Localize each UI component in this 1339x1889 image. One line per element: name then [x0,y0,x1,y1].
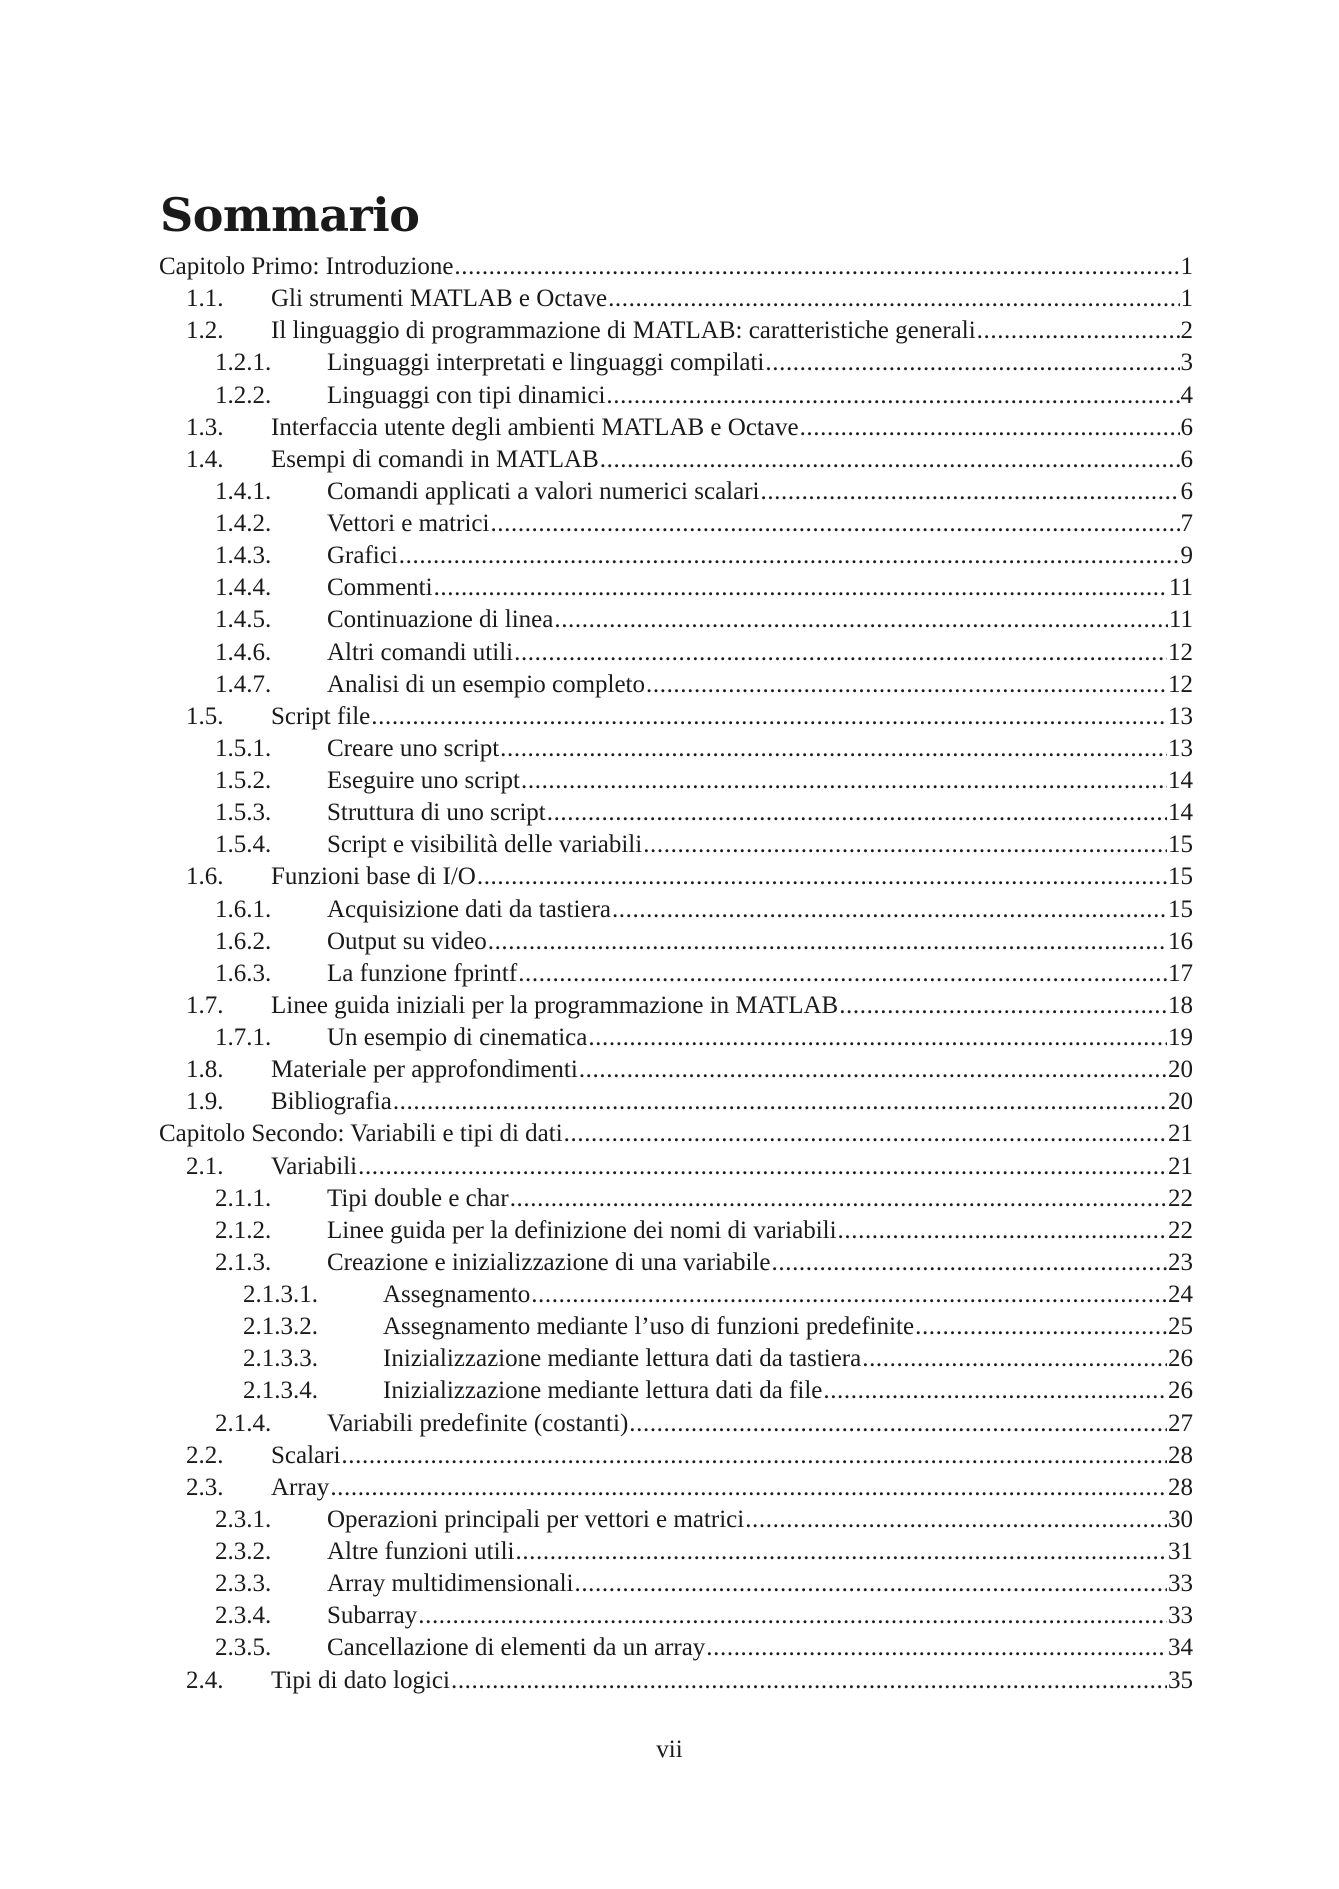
toc-entry-number: 2.1.3.3. [243,1345,318,1373]
toc-entry-number: 2.1.4. [215,1409,272,1437]
toc-entry-title: Commenti [327,574,433,602]
toc-dot-leader [454,251,1179,283]
toc-dot-leader [977,315,1180,347]
toc-entry[interactable] [159,1183,1193,1215]
toc-dot-leader [646,669,1167,701]
toc-dot-leader [606,380,1179,412]
toc-entry-number: 1.6.1. [215,895,272,923]
toc-entry-title: Acquisizione dati da tastiera [327,895,611,923]
toc-entry-title: Tipi double e char [327,1184,509,1212]
toc-entry[interactable] [159,1086,1193,1118]
toc-dot-leader [915,1311,1167,1343]
toc-entry-number: 2.1.2. [215,1216,272,1244]
toc-dot-leader [800,412,1180,444]
toc-dot-leader [772,1247,1167,1279]
toc-entry-number: 2.1.3.2. [243,1313,318,1341]
toc-entry-number: 2.3. [186,1473,224,1501]
toc-entry-title: Output su video [327,927,487,955]
toc-entry-number: 1.9. [186,1088,224,1116]
toc-entry-number: 1.3. [186,413,224,441]
toc-entry-page: 13 [1168,734,1193,762]
toc-entry-number: 1.4.3. [215,542,272,570]
toc-entry[interactable] [159,669,1193,701]
toc-dot-leader [488,926,1167,958]
toc-entry-page: 7 [1180,510,1193,537]
toc-entry-page: 26 [1168,1345,1193,1373]
toc-entry[interactable] [159,1504,1193,1536]
toc-entry[interactable] [159,1632,1193,1664]
toc-entry-number: 1.5.3. [215,799,272,827]
toc-entry-page: 13 [1168,702,1193,730]
toc-entry-page: 2 [1180,317,1193,345]
toc-entry-title: Eseguire uno script [327,767,521,794]
toc-entry-page: 33 [1168,1570,1193,1598]
toc-entry-number: 1.7.1. [215,1024,272,1051]
toc-chapter-entry[interactable] [159,1118,1193,1150]
toc-entry[interactable] [159,347,1193,379]
toc-dot-leader [862,1343,1167,1375]
toc-entry[interactable] [159,1568,1193,1600]
toc-dot-leader [371,701,1167,733]
toc-entry-number: 2.2. [186,1441,224,1469]
toc-entry-number: 2.1.3.1. [243,1281,318,1308]
toc-dot-leader [418,1600,1167,1632]
toc-entry-title: Un esempio di cinematica [327,1024,588,1051]
toc-dot-leader [629,1408,1167,1440]
toc-entry[interactable] [159,412,1193,444]
toc-entry-title: Assegnamento [383,1281,531,1308]
toc-entry-page: 3 [1180,349,1193,377]
toc-dot-leader [612,894,1167,926]
toc-entry-title: Cancellazione di elementi da un array [327,1634,706,1662]
toc-entry-title: Altre funzioni utili [327,1538,515,1565]
toc-entry[interactable] [159,1665,1193,1697]
toc-entry-title: Esempi di comandi in MATLAB [271,445,599,473]
toc-entry-title: Continuazione di linea [327,606,554,634]
toc-entry-title: Subarray [327,1602,418,1630]
toc-entry-number: 1.7. [186,991,224,1019]
toc-entry-title: Vettori e matrici [327,510,490,537]
toc-entry-title: La funzione fprintf [327,959,518,987]
toc-dot-leader [477,861,1167,893]
toc-entry-page: 4 [1180,381,1193,409]
toc-entry-page: 20 [1168,1088,1193,1116]
toc-entry-page: 1 [1180,285,1193,313]
toc-dot-leader [510,1183,1167,1215]
toc-dot-leader [451,1665,1167,1697]
toc-entry-title: Inizializzazione mediante lettura dati da file [383,1377,823,1405]
toc-entry-page: 19 [1168,1024,1193,1051]
toc-entry-number: 1.5.1. [215,734,272,762]
toc-entry[interactable] [159,1536,1193,1568]
toc-dot-leader [547,797,1167,829]
toc-entry[interactable] [159,701,1193,733]
toc-entry-page: 24 [1168,1281,1193,1308]
toc-dot-leader [839,990,1167,1022]
toc-entry[interactable] [159,829,1193,861]
toc-entry-number: 1.6.3. [215,959,272,987]
toc-entry[interactable] [159,1440,1193,1472]
toc-entry-number: 1.4. [186,445,224,473]
toc-entry[interactable] [159,958,1193,990]
toc-entry-number: 2.3.4. [215,1602,272,1630]
toc-entry-page: 28 [1168,1441,1193,1469]
toc-entry-number: 1.5. [186,702,224,730]
toc-entry-page: 15 [1168,863,1193,891]
toc-dot-leader [554,604,1168,636]
toc-dot-leader [765,347,1179,379]
toc-entry-title: Grafici [327,542,398,570]
toc-dot-leader [564,1118,1167,1150]
toc-entry-number: 2.4. [186,1666,224,1694]
toc-entry-number: 1.2.1. [215,349,272,377]
toc-entry-page: 27 [1168,1409,1193,1437]
toc-entry-number: 2.1.3. [215,1248,272,1276]
toc-entry[interactable] [159,926,1193,958]
toc-entry-number: 1.2. [186,317,224,345]
toc-entry-number: 1.5.2. [215,767,272,794]
toc-dot-leader [600,444,1180,476]
toc-entry-title: Il linguaggio di programmazione di MATLAB: caratteristiche generali [271,317,976,345]
toc-entry[interactable] [159,894,1193,926]
toc-entry-title: Inizializzazione mediante lettura dati da tastiera [383,1345,862,1373]
toc-entry-number: 2.1. [186,1152,224,1180]
toc-entry[interactable] [159,572,1193,604]
toc-entry-number: 2.3.2. [215,1538,272,1565]
toc-entry-page: 11 [1168,606,1193,634]
toc-dot-leader [838,1215,1167,1247]
toc-dot-leader [521,765,1167,797]
toc-dot-leader [393,1086,1167,1118]
toc-entry-title: Interfaccia utente degli ambienti MATLAB e Octave [271,413,799,441]
toc-entry[interactable] [159,1375,1193,1407]
toc-dot-leader [588,1022,1167,1054]
toc-entry-title: Variabili [271,1152,358,1180]
toc-dot-leader [500,733,1167,765]
toc-dot-leader [518,958,1167,990]
toc-entry-title: Array [271,1473,330,1501]
toc-dot-leader [330,1472,1167,1504]
toc-entry-number: 1.6.2. [215,927,272,955]
toc-entry-page: 25 [1168,1313,1193,1341]
toc-entry-title: Variabili predefinite (costanti) [327,1409,629,1437]
toc-entry-page: 21 [1168,1152,1193,1180]
toc-entry-title: Linguaggi con tipi dinamici [327,381,606,409]
toc-entry[interactable] [159,637,1193,669]
toc-dot-leader [490,508,1179,540]
toc-entry[interactable] [159,1472,1193,1504]
toc-entry-page: 21 [1168,1120,1193,1148]
toc-entry-page: 14 [1168,767,1193,794]
toc-entry[interactable] [159,1311,1193,1343]
toc-entry-title: Creazione e inizializzazione di una variabile [327,1248,771,1276]
toc-entry-page: 23 [1168,1248,1193,1276]
toc-entry-page: 6 [1180,477,1193,505]
toc-entry-number: 1.4.1. [215,477,272,505]
toc-entry-page: 12 [1168,638,1193,666]
toc-entry-page: 15 [1168,831,1193,859]
toc-dot-leader [745,1504,1167,1536]
toc-entry-title: Struttura di uno script [327,799,546,827]
toc-entry-number: 1.8. [186,1056,224,1084]
toc-entry-page: 28 [1168,1473,1193,1501]
toc-entry-title: Comandi applicati a valori numerici scalari [327,477,760,505]
toc-entry-number: 1.2.2. [215,381,272,409]
toc-entry-page: 22 [1168,1216,1193,1244]
toc-entry-page: 6 [1180,413,1193,441]
toc-entry-page: 11 [1168,574,1193,602]
toc-entry-number: 1.4.7. [215,670,272,698]
toc-entry[interactable] [159,508,1193,540]
page-number: vii [656,1736,683,1763]
toc-dot-leader [434,572,1168,604]
toc-entry-title: Array multidimensionali [327,1570,574,1598]
toc-chapter-entry[interactable] [159,251,1193,283]
toc-entry-title: Linguaggi interpretati e linguaggi compilati [327,349,765,377]
toc-entry-number: 1.4.5. [215,606,272,634]
toc-entry-page: 35 [1168,1666,1193,1694]
toc-entry-number: 1.6. [186,863,224,891]
toc-entry[interactable] [159,733,1193,765]
toc-entry-page: 34 [1168,1634,1193,1662]
toc-entry-title: Assegnamento mediante l’uso di funzioni predefinite [383,1313,915,1341]
toc-dot-leader [341,1440,1167,1472]
toc-entry-page: 16 [1168,927,1193,955]
toc-entry[interactable] [159,797,1193,829]
toc-entry-title: Capitolo Primo: Introduzione [159,253,454,280]
toc-entry[interactable] [159,1215,1193,1247]
toc-entry-title: Funzioni base di I/O [271,863,476,891]
toc-entry-title: Materiale per approfondimenti [271,1056,578,1084]
toc-entry[interactable] [159,380,1193,412]
toc-entry[interactable] [159,315,1193,347]
toc-entry-number: 2.1.3.4. [243,1377,318,1405]
toc-entry-title: Script file [271,702,371,730]
toc-entry[interactable] [159,1151,1193,1183]
toc-entry-page: 12 [1168,670,1193,698]
toc-dot-leader [823,1375,1167,1407]
toc-entry-page: 26 [1168,1377,1193,1405]
toc-entry-title: Linee guida per la definizione dei nomi di variabili [327,1216,837,1244]
toc-entry[interactable] [159,1022,1193,1054]
toc-entry-page: 30 [1168,1505,1193,1533]
toc-entry-number: 1.4.6. [215,638,272,666]
toc-entry-title: Altri comandi utili [327,638,514,666]
table-of-contents [159,251,1193,1697]
toc-entry-page: 6 [1180,445,1193,473]
toc-entry[interactable] [159,1054,1193,1086]
toc-dot-leader [399,540,1180,572]
toc-dot-leader [608,283,1179,315]
toc-entry[interactable] [159,1279,1193,1311]
toc-entry[interactable] [159,540,1193,572]
toc-dot-leader [514,637,1167,669]
toc-entry-page: 17 [1168,959,1193,987]
toc-entry-title: Tipi di dato logici [271,1666,450,1694]
toc-entry-number: 2.3.3. [215,1570,272,1598]
toc-dot-leader [579,1054,1167,1086]
toc-entry-page: 18 [1168,991,1193,1019]
toc-entry-title: Scalari [271,1441,341,1469]
toc-entry-title: Operazioni principali per vettori e matrici [327,1505,745,1533]
toc-entry-title: Capitolo Secondo: Variabili e tipi di dati [159,1120,563,1148]
toc-entry-title: Gli strumenti MATLAB e Octave [271,285,608,313]
toc-entry-page: 1 [1180,253,1193,280]
toc-entry-number: 2.3.1. [215,1505,272,1533]
toc-entry[interactable] [159,765,1193,797]
toc-dot-leader [515,1536,1167,1568]
toc-dot-leader [706,1632,1167,1664]
toc-entry-number: 2.1.1. [215,1184,272,1212]
toc-entry[interactable] [159,1408,1193,1440]
page-title: Sommario [160,188,420,242]
toc-entry-title: Analisi di un esempio completo [327,670,646,698]
toc-entry-page: 14 [1168,799,1193,827]
toc-dot-leader [531,1279,1167,1311]
toc-entry-page: 15 [1168,895,1193,923]
toc-entry[interactable] [159,1600,1193,1632]
toc-dot-leader [643,829,1167,861]
toc-entry-title: Script e visibilità delle variabili [327,831,643,859]
toc-entry-page: 31 [1168,1538,1193,1565]
toc-dot-leader [358,1151,1167,1183]
toc-entry-page: 9 [1180,542,1193,570]
toc-entry[interactable] [159,444,1193,476]
toc-entry-title: Bibliografia [271,1088,392,1116]
toc-entry-title: Creare uno script [327,734,500,762]
toc-dot-leader [574,1568,1167,1600]
toc-entry-page: 22 [1168,1184,1193,1212]
toc-entry[interactable] [159,1343,1193,1375]
toc-entry[interactable] [159,861,1193,893]
toc-entry-page: 20 [1168,1056,1193,1084]
toc-entry[interactable] [159,476,1193,508]
toc-entry-number: 1.4.2. [215,510,272,537]
toc-entry-page: 33 [1168,1602,1193,1630]
toc-entry-number: 2.3.5. [215,1634,272,1662]
toc-entry[interactable] [159,604,1193,636]
toc-entry-title: Linee guida iniziali per la programmazione in MATLAB [271,991,839,1019]
toc-entry-number: 1.4.4. [215,574,272,602]
toc-entry-number: 1.1. [186,285,224,313]
toc-entry[interactable] [159,990,1193,1022]
toc-entry[interactable] [159,1247,1193,1279]
toc-entry-number: 1.5.4. [215,831,272,859]
toc-entry[interactable] [159,283,1193,315]
toc-dot-leader [760,476,1179,508]
